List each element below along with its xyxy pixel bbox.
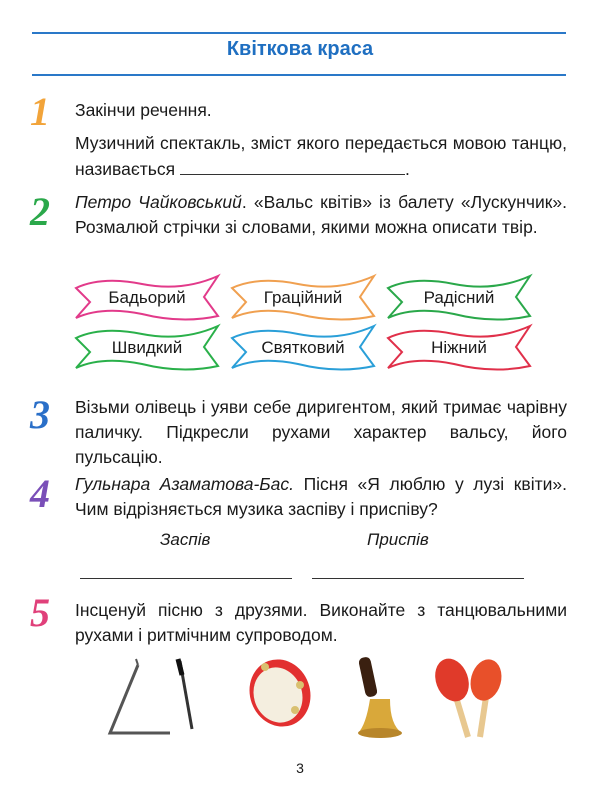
ribbon-word[interactable] [384,320,534,375]
task-2-body: . «Вальс квітів» із балету «Лускунчик». Розмалюй стрічки зі словами, якими можна описати твір. [75,192,567,237]
ribbon-label: Граційний [263,287,343,307]
task-number-4: 4 [30,471,50,516]
song-author: Гульнара Азаматова-Бас. [75,474,295,494]
ribbon-label: Святковий [261,337,345,357]
task-1-sentence [75,131,567,182]
composer-name: Петро Чайковський [75,192,242,212]
verse-answer-line[interactable] [80,578,292,579]
ribbon-word[interactable] [384,270,534,325]
task-5-text: Інсценуй пісню з друзями. Виконайте з танцювальними рухами і ритмічним супроводом. [75,600,567,645]
task-1-text [75,98,567,182]
ribbon-label: Бадьорий [108,287,186,307]
ribbon-label: Радісний [423,287,495,307]
page-title: Квіткова краса [226,38,374,60]
page-number: 3 [296,760,304,776]
sentence-period: . [405,159,410,179]
ribbon-word[interactable] [228,270,378,325]
task-number-2: 2 [30,189,50,234]
title-top-rule [32,32,566,34]
maracas-icon [430,652,510,742]
task-1-sentence-text: Музичний спектакль, зміст якого передається мовою танцю, називається [75,133,567,179]
tambourine-icon [245,655,315,730]
ribbon-word[interactable] [228,320,378,375]
task-4-text [75,472,567,522]
task-2-text [75,190,567,240]
chorus-answer-line[interactable] [312,578,524,579]
task-number-5: 5 [30,590,50,635]
task-4-body: Пісня «Я люблю у лузі квіти». Чим відрізняється музика заспіву і приспіву? [75,474,567,519]
task-number-3: 3 [30,392,50,437]
ribbon-label: Ніжний [431,337,487,357]
answer-blank[interactable] [180,156,405,175]
task-3-text: Візьми олівець і уяви себе диригентом, який тримає чарівну паличку. Підкресли рухами характер вальсу, його пульсацію. [75,397,567,467]
task-1-instruction: Закінчи речення. [75,100,212,120]
triangle-icon [100,655,200,745]
verse-label: Заспів [160,530,211,549]
ribbon-word[interactable] [72,270,222,325]
title-bottom-rule [32,74,566,76]
ribbon-word[interactable] [72,320,222,375]
chorus-label: Приспів [367,530,429,549]
bell-icon [350,655,410,740]
ribbon-label: Швидкий [111,337,183,357]
task-number-1: 1 [30,89,50,134]
